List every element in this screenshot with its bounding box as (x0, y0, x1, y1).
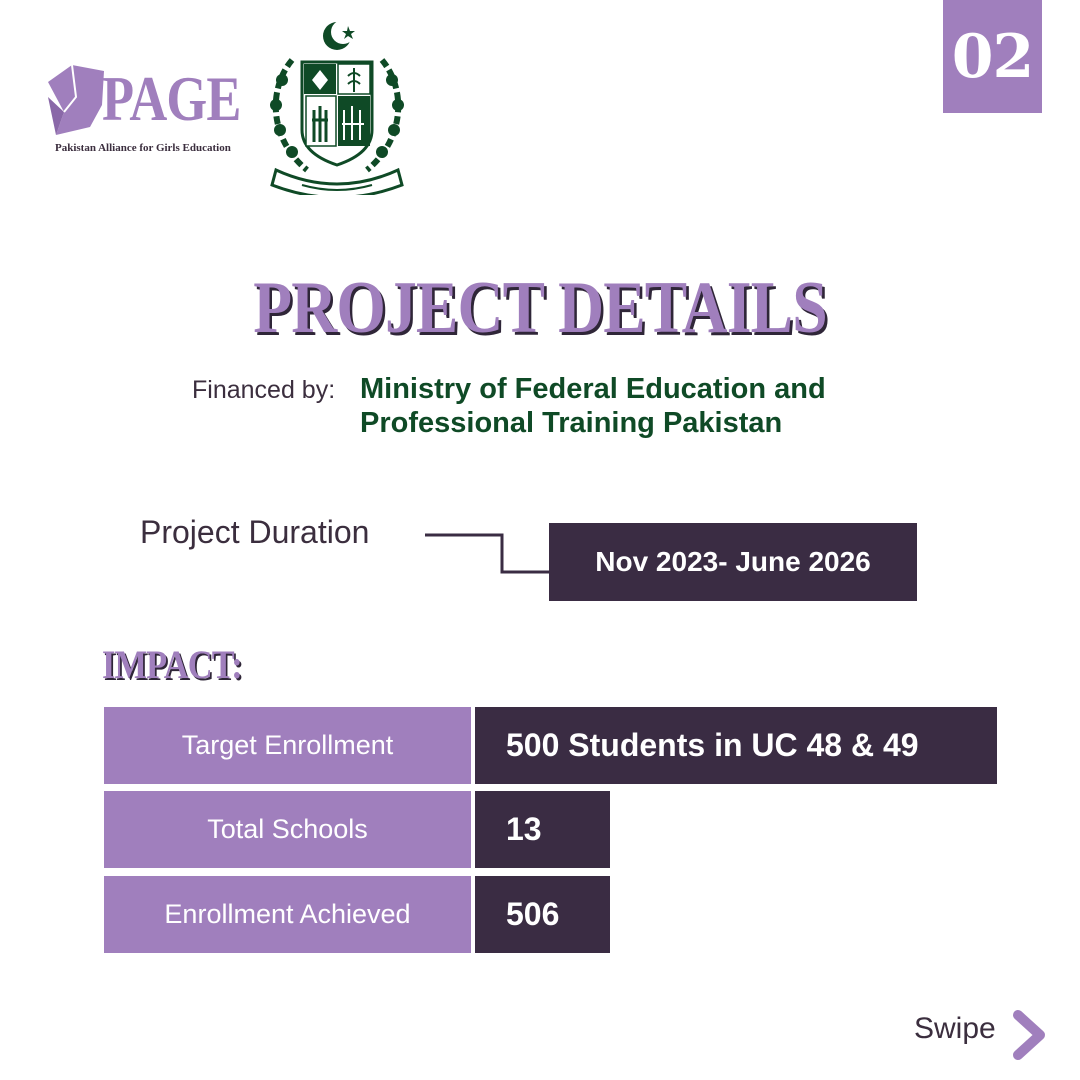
state-emblem-icon (262, 20, 412, 195)
page-number-badge (943, 0, 1042, 113)
impact-row-label (104, 876, 471, 953)
total-schools-value: 13 (506, 811, 542, 847)
enrollment-achieved-label: Enrollment Achieved (164, 899, 411, 929)
target-enrollment-value: 500 Students in UC 48 & 49 (506, 727, 919, 763)
financed-by-label: Financed by: (192, 376, 336, 404)
government-emblem (262, 20, 412, 195)
project-duration-text: Nov 2023- June 2026 (595, 546, 871, 577)
page-title: PROJECT DETAILS (253, 267, 827, 349)
project-duration-value (549, 523, 917, 601)
impact-row-label (104, 707, 471, 784)
logo-wordmark: PAGE (102, 63, 241, 134)
page-logo (42, 57, 242, 162)
logo-tagline: Pakistan Alliance for Girls Education (55, 142, 231, 154)
chevron-right-icon[interactable] (1010, 1009, 1048, 1061)
total-schools-label: Total Schools (207, 814, 368, 844)
swipe-label[interactable]: Swipe (914, 1012, 996, 1045)
connector-line (425, 533, 551, 575)
page-number: 02 (951, 21, 1034, 92)
impact-heading: IMPACT: (102, 642, 242, 687)
financed-by-value: Ministry of Federal Education and Professional Training Pakistan (360, 373, 826, 439)
target-enrollment-label: Target Enrollment (181, 730, 394, 760)
impact-row-value (475, 876, 610, 953)
project-duration-label: Project Duration (140, 514, 370, 550)
impact-row-value (475, 707, 997, 784)
enrollment-achieved-value: 506 (506, 896, 560, 932)
impact-row-label (104, 791, 471, 868)
impact-row-value (475, 791, 610, 868)
